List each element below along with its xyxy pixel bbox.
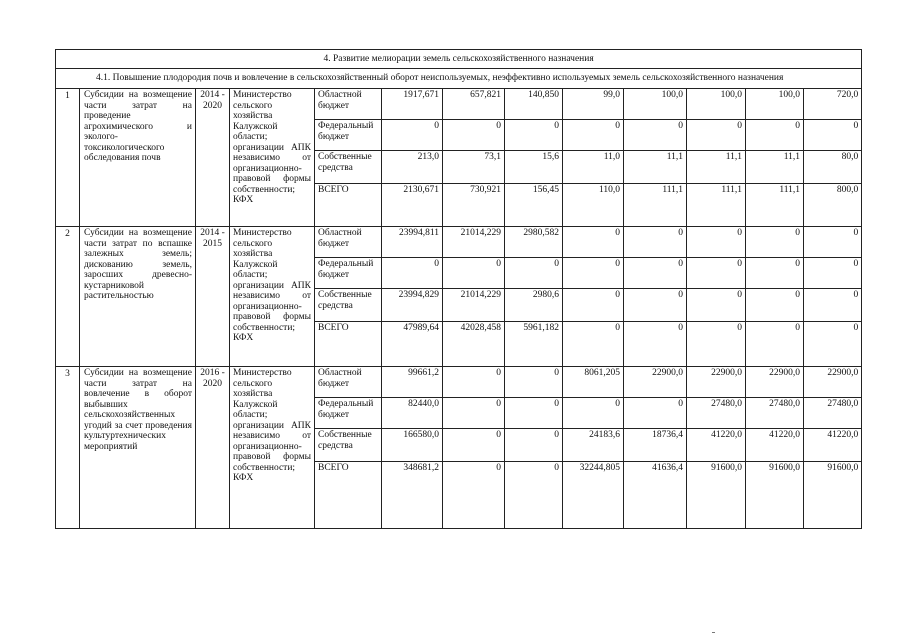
amount-cell: 0: [563, 322, 624, 367]
item-period: 2014 - 2020: [196, 89, 230, 227]
amount-cell: 27480,0: [746, 398, 804, 429]
item-period: 2014 - 2015: [196, 227, 230, 367]
amount-cell: 0: [687, 258, 746, 289]
amount-cell: 156,45: [505, 184, 563, 227]
amount-cell: 2980,6: [505, 289, 563, 322]
amount-cell: 22900,0: [804, 367, 862, 398]
funding-source: Федеральный бюджет: [315, 120, 382, 151]
amount-cell: 23994,829: [382, 289, 443, 322]
amount-cell: 0: [563, 289, 624, 322]
amount-cell: 166580,0: [382, 429, 443, 462]
amount-cell: 0: [804, 120, 862, 151]
funding-source: Федеральный бюджет: [315, 398, 382, 429]
budget-row: [56, 227, 862, 258]
amount-cell: 0: [746, 289, 804, 322]
amount-cell: 91600,0: [804, 462, 862, 529]
section-title: 4. Развитие мелиорации земель сельскохозяйственного назначения: [56, 50, 862, 69]
amount-cell: 41220,0: [746, 429, 804, 462]
item-executor: Министерство сельского хозяйства Калужской области; организации АПК независимо от организационно-правовой формы собственности; КФХ: [230, 227, 315, 367]
amount-cell: 2130,671: [382, 184, 443, 227]
funding-source: Областной бюджет: [315, 227, 382, 258]
amount-cell: 111,1: [746, 184, 804, 227]
amount-cell: 22900,0: [687, 367, 746, 398]
amount-cell: 100,0: [624, 89, 687, 120]
amount-cell: 27480,0: [687, 398, 746, 429]
amount-cell: 0: [624, 258, 687, 289]
amount-cell: 21014,229: [443, 289, 505, 322]
amount-cell: 22900,0: [746, 367, 804, 398]
amount-cell: 18736,4: [624, 429, 687, 462]
amount-cell: 0: [443, 120, 505, 151]
amount-cell: 0: [687, 289, 746, 322]
item-executor: Министерство сельского хозяйства Калужской области; организации АПК независимо от организационно-правовой формы собственности; КФХ: [230, 89, 315, 227]
amount-cell: 11,1: [687, 151, 746, 184]
amount-cell: 0: [687, 120, 746, 151]
amount-cell: 111,1: [624, 184, 687, 227]
amount-cell: 0: [746, 120, 804, 151]
amount-cell: 27480,0: [804, 398, 862, 429]
amount-cell: 0: [563, 227, 624, 258]
amount-cell: 110,0: [563, 184, 624, 227]
amount-cell: 0: [505, 462, 563, 529]
amount-cell: 0: [443, 398, 505, 429]
amount-cell: 0: [505, 398, 563, 429]
amount-cell: 80,0: [804, 151, 862, 184]
amount-cell: 0: [563, 258, 624, 289]
amount-cell: 2980,582: [505, 227, 563, 258]
amount-cell: 657,821: [443, 89, 505, 120]
amount-cell: 0: [505, 258, 563, 289]
amount-cell: 0: [687, 322, 746, 367]
amount-cell: 99,0: [563, 89, 624, 120]
amount-cell: 23994,811: [382, 227, 443, 258]
amount-cell: 0: [505, 429, 563, 462]
budget-row: [56, 89, 862, 120]
funding-source: ВСЕГО: [315, 462, 382, 529]
budget-row: [56, 367, 862, 398]
funding-source: Собственные средства: [315, 289, 382, 322]
amount-cell: 41636,4: [624, 462, 687, 529]
amount-cell: 1917,671: [382, 89, 443, 120]
amount-cell: 0: [804, 227, 862, 258]
amount-cell: 11,1: [624, 151, 687, 184]
amount-cell: 0: [804, 289, 862, 322]
amount-cell: 82440,0: [382, 398, 443, 429]
section-row: [56, 50, 862, 69]
amount-cell: 22900,0: [624, 367, 687, 398]
amount-cell: 0: [624, 120, 687, 151]
amount-cell: 0: [624, 322, 687, 367]
amount-cell: 800,0: [804, 184, 862, 227]
amount-cell: 100,0: [687, 89, 746, 120]
amount-cell: 15,6: [505, 151, 563, 184]
amount-cell: 0: [746, 322, 804, 367]
amount-cell: 99661,2: [382, 367, 443, 398]
amount-cell: 0: [563, 120, 624, 151]
funding-source: Собственные средства: [315, 151, 382, 184]
subsection-row: [56, 69, 862, 89]
amount-cell: 0: [505, 367, 563, 398]
amount-cell: 0: [687, 227, 746, 258]
funding-source: Собственные средства: [315, 429, 382, 462]
scan-mark: [712, 632, 715, 633]
item-number: 3: [56, 367, 80, 529]
amount-cell: 0: [804, 258, 862, 289]
amount-cell: 47989,64: [382, 322, 443, 367]
funding-source: Областной бюджет: [315, 367, 382, 398]
amount-cell: 111,1: [687, 184, 746, 227]
item-description: Субсидии на возмещение части затрат на проведение агрохимического и эколого-токсикологического обследования почв: [80, 89, 196, 227]
amount-cell: 0: [443, 258, 505, 289]
amount-cell: 730,921: [443, 184, 505, 227]
amount-cell: 0: [505, 120, 563, 151]
amount-cell: 41220,0: [687, 429, 746, 462]
item-executor: Министерство сельского хозяйства Калужской области; организации АПК независимо от организационно-правовой формы собственности; КФХ: [230, 367, 315, 529]
amount-cell: 11,1: [746, 151, 804, 184]
amount-cell: 140,850: [505, 89, 563, 120]
amount-cell: 0: [382, 258, 443, 289]
amount-cell: 0: [382, 120, 443, 151]
amount-cell: 100,0: [746, 89, 804, 120]
amount-cell: 0: [563, 398, 624, 429]
item-period: 2016 - 2020: [196, 367, 230, 529]
funding-source: Областной бюджет: [315, 89, 382, 120]
amount-cell: 5961,182: [505, 322, 563, 367]
subsection-title: 4.1. Повышение плодородия почв и вовлечение в сельскохозяйственный оборот неиспользуемых, неэффективно используемых земель сельскохозяйственного назначения: [56, 69, 862, 89]
amount-cell: 91600,0: [746, 462, 804, 529]
amount-cell: 0: [443, 367, 505, 398]
amount-cell: 32244,805: [563, 462, 624, 529]
amount-cell: 348681,2: [382, 462, 443, 529]
amount-cell: 91600,0: [687, 462, 746, 529]
amount-cell: 21014,229: [443, 227, 505, 258]
amount-cell: 0: [443, 429, 505, 462]
amount-cell: 213,0: [382, 151, 443, 184]
amount-cell: 0: [624, 227, 687, 258]
amount-cell: 0: [443, 462, 505, 529]
amount-cell: 41220,0: [804, 429, 862, 462]
program-table: [55, 49, 862, 529]
item-description: Субсидии на возмещение части затрат по вспашке залежных земель; дискованию земель, заросших древесно-кустарниковой растительностью: [80, 227, 196, 367]
item-description: Субсидии на возмещение части затрат на вовлечение в оборот выбывших сельскохозяйственных угодий за счет проведения культуртехнических мероприятий: [80, 367, 196, 529]
item-number: 1: [56, 89, 80, 227]
amount-cell: 11,0: [563, 151, 624, 184]
amount-cell: 8061,205: [563, 367, 624, 398]
amount-cell: 42028,458: [443, 322, 505, 367]
item-number: 2: [56, 227, 80, 367]
funding-source: ВСЕГО: [315, 322, 382, 367]
amount-cell: 0: [624, 398, 687, 429]
funding-source: Федеральный бюджет: [315, 258, 382, 289]
amount-cell: 73,1: [443, 151, 505, 184]
amount-cell: 0: [746, 227, 804, 258]
amount-cell: 24183,6: [563, 429, 624, 462]
amount-cell: 0: [746, 258, 804, 289]
funding-source: ВСЕГО: [315, 184, 382, 227]
amount-cell: 720,0: [804, 89, 862, 120]
amount-cell: 0: [624, 289, 687, 322]
amount-cell: 0: [804, 322, 862, 367]
